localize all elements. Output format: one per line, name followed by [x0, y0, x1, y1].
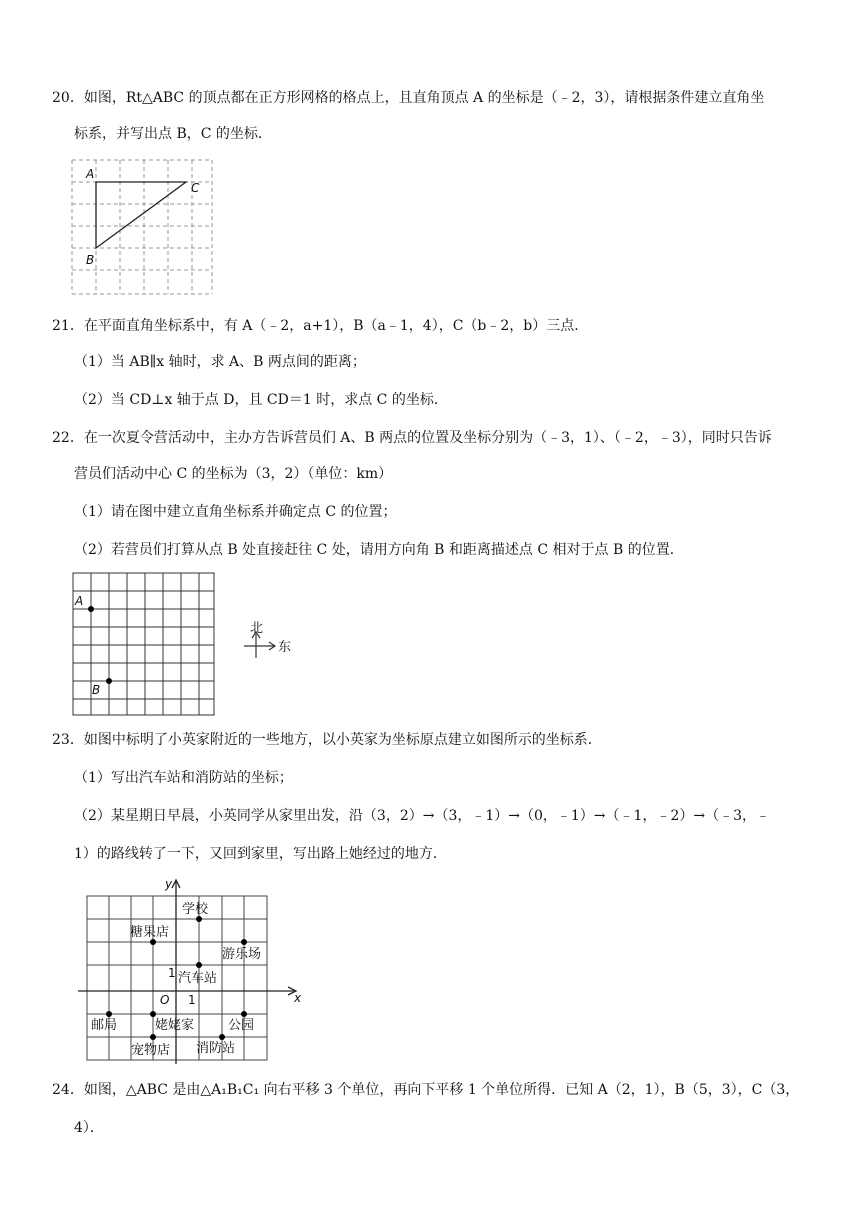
q20-line2: 标系，并写出点 B，C 的坐标． [74, 126, 272, 142]
q23-map-figure [72, 874, 312, 1064]
point-post [106, 1011, 112, 1017]
post-label: 邮局 [91, 1018, 118, 1033]
point-a [88, 606, 94, 612]
point-park [241, 1011, 247, 1017]
origin-label: O [160, 993, 170, 1007]
q20-grid-figure [70, 158, 215, 298]
label-a: A [86, 167, 95, 181]
triangle-abc [96, 182, 186, 248]
point-grandma [150, 1011, 156, 1017]
bus-label: 汽车站 [178, 971, 218, 986]
unit-y-label: 1 [168, 966, 176, 980]
q23-line3: （2）某星期日早晨，小英同学从家里出发，沿（3，2）→（3，﹣1）→（0，﹣1）→（﹣1，﹣2）→（﹣3，﹣ [74, 808, 770, 824]
park-label: 公园 [228, 1018, 255, 1033]
x-axis-label: x [294, 991, 302, 1005]
point-b [106, 678, 112, 684]
q22-line1: 22．在一次夏令营活动中，主办方告诉营员们 A、B 两点的位置及坐标分别为（﹣3，1）、（﹣2，﹣3），同时只告诉 [52, 430, 772, 446]
point-pet [150, 1034, 156, 1040]
q22-grid-figure [72, 572, 217, 718]
label-a: A [75, 594, 84, 608]
q22-line4: （2）若营员们打算从点 B 处直接赶往 C 处，请用方向角 B 和距离描述点 C 相对于点 B 的位置． [74, 542, 684, 558]
east-label: 东 [278, 640, 292, 655]
q23-line4: 1）的路线转了一下，又回到家里，写出路上她经过的地方． [74, 846, 447, 862]
label-c: C [191, 181, 200, 195]
q21-line1: 21．在平面直角坐标系中，有 A（﹣2，a+1），B（a﹣1，4），C（b﹣2，b）三点． [52, 318, 589, 334]
unit-x-label: 1 [188, 993, 196, 1007]
q24-line1: 24．如图，△ABC 是由△A₁B₁C₁ 向右平移 3 个单位，再向下平移 1 个单位所得．已知 A（2，1），B（5，3），C（3， [52, 1082, 800, 1098]
point-bus [196, 962, 202, 968]
point-park-fun [241, 939, 247, 945]
candy-label: 糖果店 [130, 925, 170, 940]
q23-line1: 23．如图中标明了小英家附近的一些地方，以小英家为坐标原点建立如图所示的坐标系． [52, 732, 602, 748]
grandma-label: 姥姥家 [155, 1018, 195, 1033]
q20-line1: 20．如图，Rt△ABC 的顶点都在正方形网格的格点上，且直角顶点 A 的坐标是（﹣2，3），请根据条件建立直角坐 [52, 90, 765, 106]
q21-line2: （1）当 AB∥x 轴时，求 A、B 两点间的距离； [74, 354, 366, 370]
pet-label: 宠物店 [131, 1043, 171, 1058]
fire-label: 消防站 [196, 1041, 236, 1056]
school-label: 学校 [182, 902, 209, 917]
label-b: B [86, 253, 95, 267]
park-fun-label: 游乐场 [222, 947, 262, 962]
q23-line2: （1）写出汽车站和消防站的坐标； [74, 770, 293, 786]
q21-line3: （2）当 CD⊥x 轴于点 D，且 CD＝1 时，求点 C 的坐标． [74, 392, 448, 408]
q22-line3: （1）请在图中建立直角坐标系并确定点 C 的位置； [74, 504, 397, 520]
north-label: 北 [250, 621, 264, 636]
q22-line2: 营员们活动中心 C 的坐标为（3，2）（单位：km） [74, 466, 393, 482]
compass-figure [240, 621, 300, 660]
label-b: B [92, 683, 101, 697]
y-axis-label: y [165, 877, 173, 891]
point-fire [219, 1034, 225, 1040]
q24-line2: 4）． [74, 1120, 104, 1136]
